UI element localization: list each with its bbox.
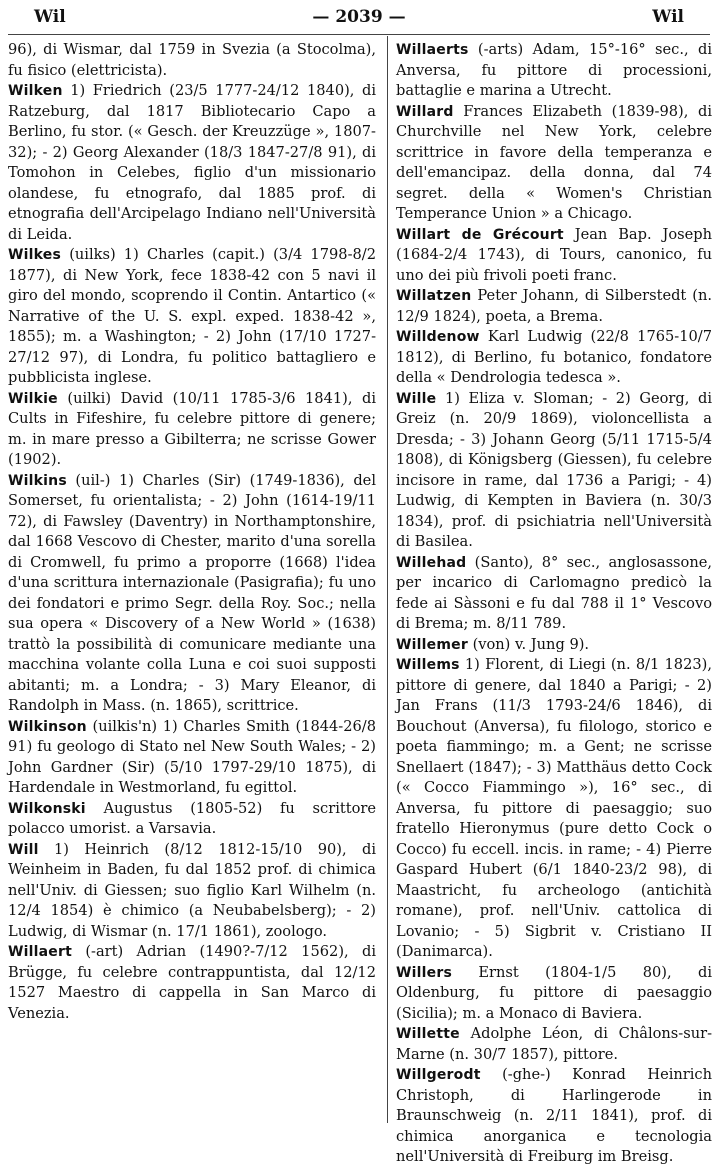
dictionary-entry [8,245,376,389]
entry-text: (von) v. Jung 9). [473,636,590,653]
entry-headword: Wille [396,391,436,407]
dictionary-entry [8,40,376,81]
header-left-keyword: Wil [34,7,66,27]
entry-text: (Santo), 8° sec., anglosassone, per incarico di Carlomagno predicò la fede ai Sàssoni e fu dal 788 il 1° Vescovo di Brema; m. 8/11 789. [396,554,712,633]
dictionary-entry [396,1024,712,1065]
entry-headword: Willdenow [396,329,480,345]
dictionary-entry [8,81,376,245]
entry-headword: Willatzen [396,288,471,304]
dictionary-entry [396,102,712,225]
entry-text: Augustus (1805-52) fu scrittore polacco umorist. a Varsavia. [8,800,376,838]
entry-headword: Wilkonski [8,801,86,817]
dictionary-entry [396,553,712,635]
entry-text: (uilki) David (10/11 1785-3/6 1841), di Cults in Fifeshire, fu celebre pittore di genere; m. in mare presso a Gibilterra; ne scrisse Gower (1902). [8,390,376,469]
entry-text: (uilks) 1) Charles (capit.) (3/4 1798-8/2 1877), di New York, fece 1838-42 con 5 navi il giro del mondo, scoprendo il Contin. Antartico (« Narrative of the U. S. expl. exped. 1838-42 », 1855); m. a Washington; - 2) John (17/10 1727-27/12 97), di Londra, fu politico battagliero e pubblicista inglese. [8,246,376,386]
entry-headword: Will [8,842,39,858]
dictionary-entry [8,840,376,943]
entry-headword: Willard [396,104,454,120]
dictionary-entry [8,717,376,799]
dictionary-entry [396,655,712,963]
dictionary-entry [8,471,376,717]
entry-text: (-ghe-) Konrad Heinrich Christoph, di Harlingerode in Braunschweig (n. 2/11 1841), prof. di chimica anorganica e tecnologia nell'Università di Freiburg im Breisg. [396,1066,712,1165]
entry-text: (uil-) 1) Charles (Sir) (1749-1836), del Somerset, fu orientalista; - 2) John (1614-19/11 72), di Fawsley (Daventry) in Northamptonshire, dal 1668 Vescovo di Chester, marito d'una sorella di Cromwell, fu primo a proporre (1668) l'idea d'una scrittura internazionale (Pasigrafia); fu uno dei fondatori e primo Segr. della Roy. Soc.; nella sua opera « Discovery of a New World » (1638) trattò la possibilità di comunicare mediante una macchina volante colla Luna e coi suoi supposti abitanti; m. a Londra; - 3) Mary Eleanor, di Randolph in Mass. (n. 1865), scrittrice. [8,472,376,715]
entry-text: (uilkis'n) 1) Charles Smith (1844-26/8 91) fu geologo di Stato nel New South Wales; - 2) John Gardner (Sir) (5/10 1797-29/10 1875), di Hardendale in Westmorland, fu egittol. [8,718,376,797]
entry-headword: Wilken [8,83,63,99]
entry-headword: Willart de Grécourt [396,227,564,243]
entry-headword: Willems [396,657,460,673]
entry-text: Ernst (1804-1/5 80), di Oldenburg, fu pittore di paesaggio (Sicilia); m. a Monaco di Baviera. [396,964,712,1022]
left-column [8,40,376,1024]
entry-text: (-arts) Adam, 15°-16° sec., di Anversa, fu pittore di processioni, battaglie e marina a Utrecht. [396,41,712,99]
page-number: — 2039 — [312,7,405,27]
column-divider [387,36,388,1123]
entry-text: Karl Ludwig (22/8 1765-10/7 1812), di Berlino, fu botanico, fondatore della « Dendrologia tedesca ». [396,328,712,386]
entry-text: Frances Elizabeth (1839-98), di Churchville nel New York, celebre scrittrice in favore della temperanza e dell'emancipaz. della donna, dal 74 segret. della « Women's Christian Temperance Union » a Chicago. [396,103,712,223]
dictionary-entry [396,389,712,553]
dictionary-entry [396,635,712,656]
entry-headword: Wilkinson [8,719,87,735]
entry-headword: Willemer [396,637,468,653]
entry-text: Peter Johann, di Silberstedt (n. 12/9 1824), poeta, a Brema. [396,287,712,325]
dictionary-entry [396,225,712,287]
page-header [0,0,718,34]
dictionary-entry [396,1065,712,1168]
entry-headword: Willaerts [396,42,469,58]
dictionary-entry [8,942,376,1024]
entry-text: Jean Bap. Joseph (1684-2/4 1743), di Tours, canonico, fu uno dei più frivoli poeti franc. [396,226,712,284]
entry-text: 1) Friedrich (23/5 1777-24/12 1840), di Ratzeburg, dal 1817 Bibliotecario Capo a Berlino, fu stor. (« Gesch. der Kreuzzüge », 1807-32); - 2) Georg Alexander (18/3 1847-27/8 91), di Tomohon in Celebes, figlio d'un missionario olandese, fu etnografo, dal 1885 prof. di etnografia dell'Arcipelago Indiano nell'Università di Leida. [8,82,376,243]
entry-text: 1) Eliza v. Sloman; - 2) Georg, di Greiz (n. 20/9 1869), violoncellista a Dresda; - 3) Johann Georg (5/11 1715-5/4 1808), di Königsberg (Giessen), fu celebre incisore in rame, dal 1736 a Parigi; - 4) Ludwig, di Kempten in Baviera (n. 30/3 1834), prof. di psichiatria nell'Università di Basilea. [396,390,712,551]
entry-headword: Willers [396,965,452,981]
entry-text: (-art) Adrian (1490?-7/12 1562), di Brügge, fu celebre contrappuntista, dal 12/12 1527 Maestro di cappella in San Marco di Venezia. [8,943,376,1022]
entry-headword: Wilkins [8,473,67,489]
dictionary-entry [396,286,712,327]
entry-headword: Willette [396,1026,460,1042]
dictionary-entry [396,327,712,389]
entry-text: 96), di Wismar, dal 1759 in Svezia (a Stocolma), fu fisico (elettricista). [8,41,376,79]
entry-text: Adolphe Léon, di Châlons-sur-Marne (n. 30/7 1857), pittore. [396,1025,712,1063]
header-rule [8,34,710,35]
entry-headword: Willgerodt [396,1067,481,1083]
dictionary-entry [8,389,376,471]
dictionary-entry [396,963,712,1025]
entry-headword: Willehad [396,555,466,571]
right-column [396,40,712,1168]
entry-text: 1) Heinrich (8/12 1812-15/10 90), di Weinheim in Baden, fu dal 1852 prof. di chimica nell'Univ. di Giessen; suo figlio Karl Wilhelm (n. 12/4 1854) è chimico (a Neubabelsberg); - 2) Ludwig, di Wismar (n. 17/1 1861), zoologo. [8,841,376,940]
dictionary-entry [8,799,376,840]
entry-headword: Willaert [8,944,72,960]
entry-headword: Wilkes [8,247,61,263]
entry-headword: Wilkie [8,391,58,407]
entry-text: 1) Florent, di Liegi (n. 8/1 1823), pittore di genere, dal 1840 a Parigi; - 2) Jan Frans (11/3 1793-24/6 1846), di Bouchout (Anversa), fu filologo, storico e poeta fiammingo; m. a Gent; ne scrisse Snellaert (1847); - 3) Matthäus detto Cock (« Cocco Fiammingo »), 16° sec., di Anversa, fu pittore di paesaggio; suo fratello Hieronymus (pure detto Cock o Cocco) fu eccell. incis. in rame; - 4) Pierre Gaspard Hubert (6/1 1840-23/2 98), di Maastricht, fu archeologo (antichità romane), prof. nell'Univ. cattolica di Lovanio; - 5) Sigbrit v. Cristiano II (Danimarca). [396,656,712,960]
header-right-keyword: Wil [652,7,684,27]
dictionary-entry [396,40,712,102]
